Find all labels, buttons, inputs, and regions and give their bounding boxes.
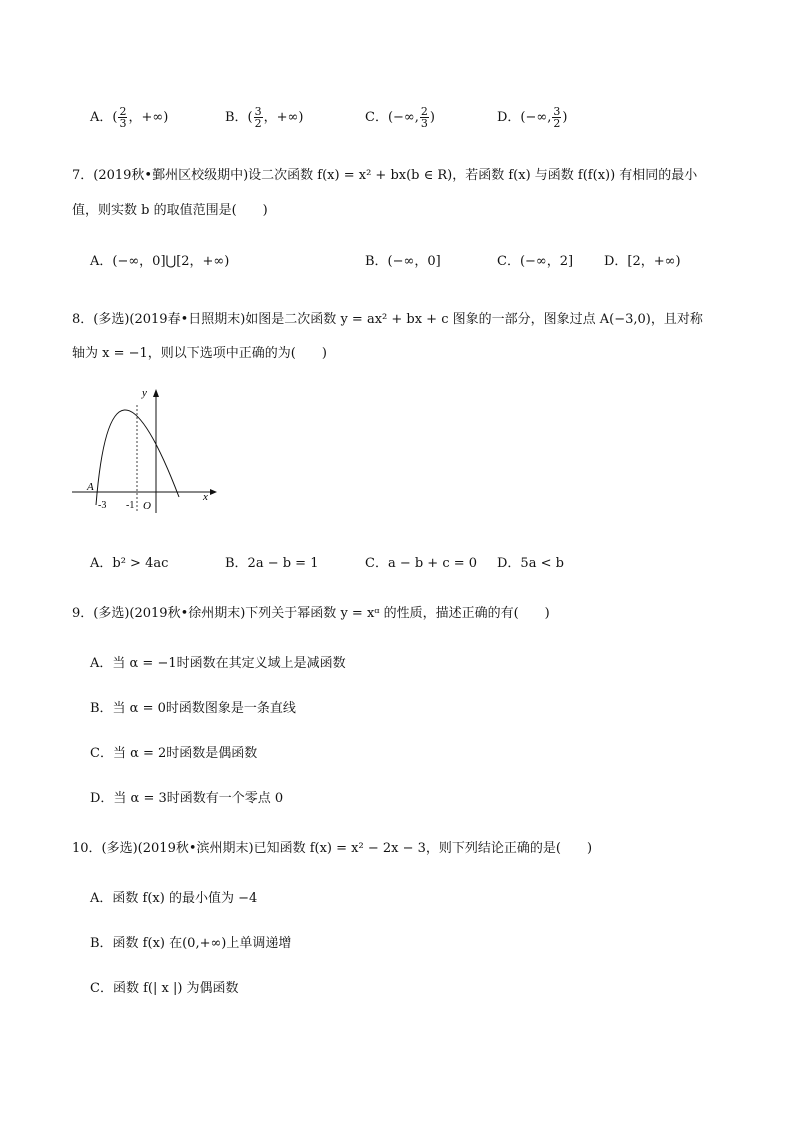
q10-stem: 10．(多选)(2019秋•滨州期末)已知函数 f(x) = x² − 2x − 3，则下列结论正确的是( ) [72,841,593,856]
x-axis-arrow [210,489,217,495]
q7-stem-line2: 值，则实数 b 的取值范围是( ) [72,203,268,218]
q6-option-d: D．(−∞, $\frac{3}{2}$ ) [497,105,568,130]
q9-option-b: B．当 α = 0时函数图象是一条直线 [90,701,296,716]
q10-option-c: C．函数 f(| x |) 为偶函数 [90,981,239,996]
q8-option-c: C．a − b + c = 0 [365,556,478,571]
q9-option-a: A．当 α = −1时函数在其定义域上是减函数 [90,656,346,671]
q9-option-d: D．当 α = 3时函数有一个零点 0 [90,791,284,806]
q10-option-b: B．函数 f(x) 在(0,+∞)上单调递增 [90,936,292,951]
q9-stem: 9．(多选)(2019秋•徐州期末)下列关于幂函数 y = xᵅ 的性质，描述正确的有( ) [72,606,550,621]
point-a-label: A [87,481,94,493]
x-axis-label: x [203,491,208,503]
tick-minus-1: -1 [126,500,135,511]
q10-option-a: A．函数 f(x) 的最小值为 −4 [90,891,258,906]
parabola-curve [96,410,179,505]
q6-option-b: B．( $\frac{3}{2}$ ，+∞) [225,105,304,130]
q7-option-b: B．(−∞，0] [365,254,441,269]
origin-label: O [143,500,151,512]
y-axis-arrow [153,389,159,397]
q7-option-c: C．(−∞，2] [497,254,574,269]
q8-stem-line1: 8．(多选)(2019春•日照期末)如图是二次函数 y = ax² + bx + c 图象的一部分，图象过点 A(−3,0)，且对称 [72,312,703,327]
parabola-graph [70,385,220,515]
q8-option-d: D．5a < b [497,556,564,571]
q8-option-b: B．2a − b = 1 [225,556,319,571]
tick-minus-3: -3 [98,500,107,511]
q6-option-a: A．( $\frac{2}{3}$ ，+∞) [90,105,169,130]
q6-option-c: C．(−∞, $\frac{2}{3}$ ) [365,105,435,130]
y-axis-label: y [142,387,147,399]
q7-option-d: D．[2，+∞) [604,254,681,269]
q8-option-a: A．b² > 4ac [90,556,169,571]
q8-stem-line2: 轴为 x = −1，则以下选项中正确的为( ) [72,346,327,361]
q7-option-a: A．(−∞，0]⋃[2，+∞) [90,254,230,269]
q9-option-c: C．当 α = 2时函数是偶函数 [90,746,258,761]
q7-stem-line1: 7．(2019秋•鄞州区校级期中)设二次函数 f(x) = x² + bx(b ∈ R)，若函数 f(x) 与函数 f(f(x)) 有相同的最小 [72,168,698,183]
